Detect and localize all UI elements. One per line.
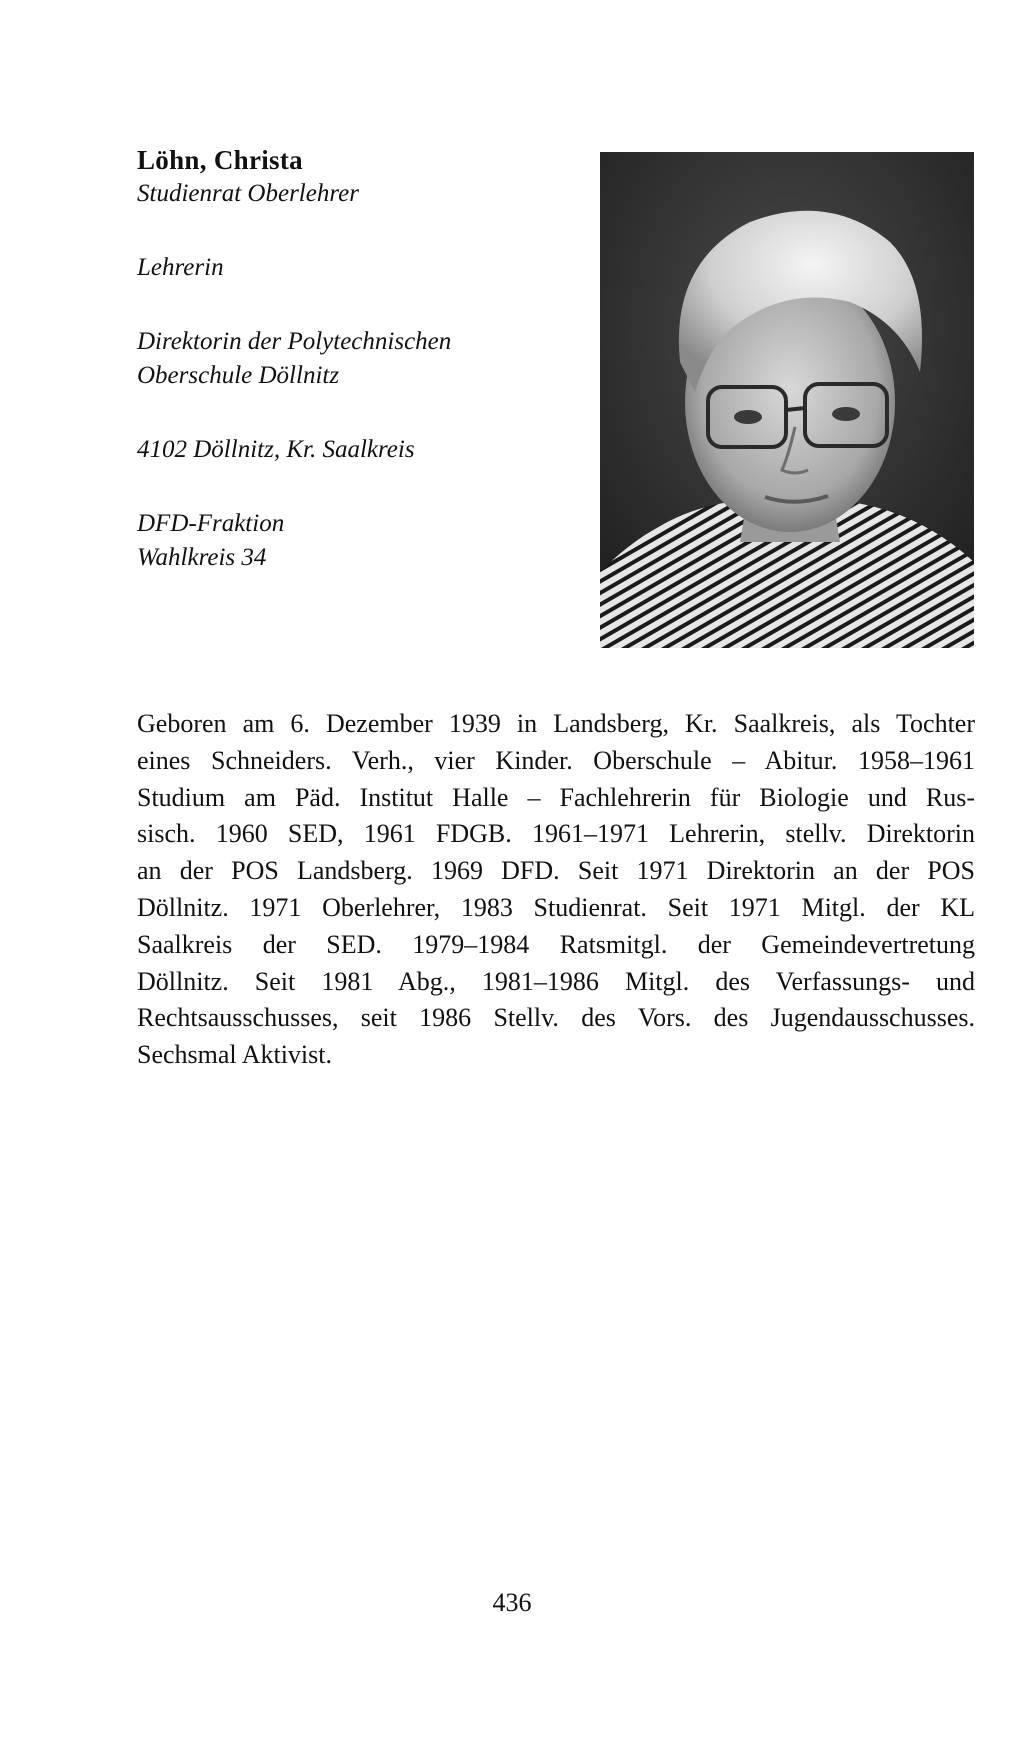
person-constituency: Wahlkreis 34 — [137, 544, 267, 571]
entry-header — [137, 143, 587, 575]
biography-line: Döllnitz. Seit 1981 Abg., 1981–1986 Mitgl. des Verfassungs- und — [137, 966, 975, 996]
portrait-photo — [600, 152, 974, 648]
biography-line: Geboren am 6. Dezember 1939 in Landsberg, Kr. Saalkreis, als Tochter — [137, 709, 975, 738]
biography-line: Rechtsausschusses, seit 1986 Stellv. des Vors. des Jugendausschusses. — [137, 1003, 975, 1033]
biography-line: Döllnitz. 1971 Oberlehrer, 1983 Studienrat. Seit 1971 Mitgl. der KL — [137, 892, 975, 922]
person-title: Studienrat Oberlehrer — [137, 180, 359, 207]
person-name: Löhn, Christa — [137, 145, 303, 175]
biography-line: eines Schneiders. Verh., vier Kinder. Oberschule – Abitur. 1958–1961 — [137, 745, 975, 775]
biography-line: Studium am Päd. Institut Halle – Fachlehrerin für Biologie und Rus- — [137, 782, 975, 812]
person-profession: Lehrerin — [137, 254, 224, 281]
biography-line: an der POS Landsberg. 1969 DFD. Seit 1971 Direktorin an der POS — [137, 856, 975, 886]
page-number: 436 — [492, 1588, 532, 1617]
person-address: 4102 Döllnitz, Kr. Saalkreis — [137, 436, 415, 463]
person-position-line1: Direktorin der Polytechnischen — [137, 328, 452, 355]
biography-line: sisch. 1960 SED, 1961 FDGB. 1961–1971 Lehrerin, stellv. Direktorin — [137, 819, 975, 849]
biography-line: Sechsmal Aktivist. — [137, 1040, 332, 1070]
person-position-line2: Oberschule Döllnitz — [137, 362, 340, 389]
biography-text — [137, 706, 975, 1074]
person-faction: DFD-Fraktion — [137, 510, 285, 537]
biography-line: Saalkreis der SED. 1979–1984 Ratsmitgl. der Gemeindevertretung — [137, 929, 975, 959]
